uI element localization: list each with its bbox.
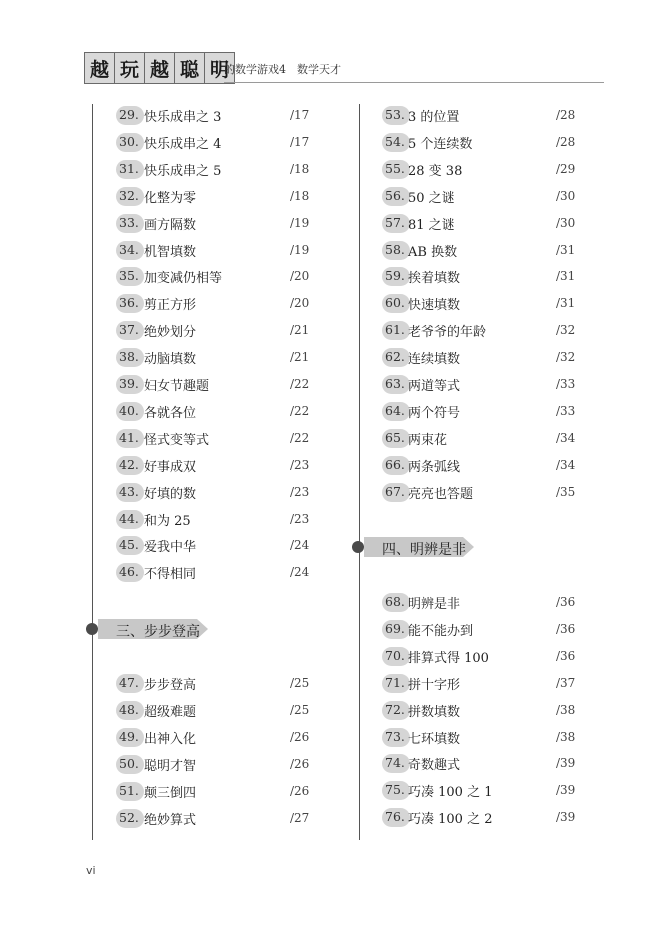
toc-entry[interactable] bbox=[382, 104, 586, 126]
entry-title: 拼十字形 bbox=[408, 677, 461, 693]
entry-number: 48. bbox=[119, 701, 139, 717]
entry-page: /22 bbox=[290, 430, 310, 445]
entry-number: 40. bbox=[119, 402, 139, 418]
entry-title: 50 之谜 bbox=[408, 190, 455, 206]
entry-title: 28 变 38 bbox=[408, 163, 463, 179]
entry-number: 60. bbox=[385, 295, 405, 311]
toc-entry[interactable] bbox=[382, 726, 586, 748]
toc-entry[interactable] bbox=[382, 265, 586, 287]
toc-entry[interactable] bbox=[116, 807, 320, 829]
section-title: 四、明辨是非 bbox=[382, 542, 466, 558]
entry-page: /39 bbox=[556, 810, 576, 825]
entry-title: 明辨是非 bbox=[408, 597, 461, 612]
entry-title: 巧凑 100 之 2 bbox=[408, 812, 493, 828]
entry-number: 50. bbox=[119, 755, 139, 771]
toc-entry[interactable] bbox=[116, 561, 320, 583]
entry-title: 超级难题 bbox=[144, 704, 197, 720]
entry-number: 58. bbox=[385, 241, 405, 257]
entry-page: /32 bbox=[556, 350, 576, 365]
entry-page: /21 bbox=[290, 350, 310, 365]
entry-number: 62. bbox=[385, 349, 405, 365]
entry-number: 67. bbox=[385, 483, 405, 499]
entry-number: 35. bbox=[119, 268, 139, 284]
entry-page: /39 bbox=[556, 783, 576, 798]
entry-page: /25 bbox=[290, 702, 310, 717]
entry-title: 3 的位置 bbox=[408, 110, 460, 125]
entry-title: 颠三倒四 bbox=[144, 785, 197, 801]
entry-title: 巧凑 100 之 1 bbox=[408, 785, 493, 801]
toc-entry[interactable] bbox=[116, 753, 320, 775]
entry-title: 两束花 bbox=[408, 432, 448, 448]
entry-title: 好填的数 bbox=[144, 486, 197, 502]
entry-page: /18 bbox=[290, 188, 310, 203]
toc-entry[interactable] bbox=[382, 672, 586, 694]
entry-page: /31 bbox=[556, 296, 576, 311]
entry-page: /30 bbox=[556, 215, 576, 230]
entry-title: 动脑填数 bbox=[144, 352, 197, 368]
toc-entry[interactable] bbox=[116, 346, 320, 368]
entry-title: 爱我中华 bbox=[144, 540, 197, 556]
entry-page: /19 bbox=[290, 242, 310, 257]
entry-number: 46. bbox=[119, 564, 139, 580]
entry-page: /39 bbox=[556, 756, 576, 771]
toc-entry[interactable] bbox=[382, 212, 586, 234]
entry-page: /23 bbox=[290, 484, 310, 499]
entry-page: /37 bbox=[556, 675, 576, 690]
entry-number: 71. bbox=[385, 674, 405, 690]
entry-page: /25 bbox=[290, 676, 310, 690]
section-title: 三、步步登高 bbox=[116, 624, 200, 640]
toc-entry[interactable] bbox=[382, 645, 586, 667]
toc-entry[interactable] bbox=[116, 319, 320, 341]
entry-number: 42. bbox=[119, 456, 139, 472]
toc-entry[interactable] bbox=[116, 481, 320, 503]
toc-entry[interactable] bbox=[116, 239, 320, 261]
entry-page: /30 bbox=[556, 188, 576, 203]
entry-title: 怪式变等式 bbox=[144, 432, 210, 448]
entry-number: 32. bbox=[119, 187, 139, 203]
entry-title: 七环填数 bbox=[408, 731, 461, 747]
entry-number: 38. bbox=[119, 349, 139, 365]
entry-title: 快乐成串之 3 bbox=[144, 110, 222, 125]
page-number: vi bbox=[86, 864, 96, 877]
entry-page: /35 bbox=[556, 484, 576, 499]
entry-number: 29. bbox=[119, 107, 139, 122]
toc-entry[interactable] bbox=[382, 346, 586, 368]
entry-title: 能不能办到 bbox=[408, 623, 474, 639]
entry-number: 75. bbox=[385, 782, 405, 798]
toc-entry[interactable] bbox=[116, 534, 320, 556]
toc-entry[interactable] bbox=[116, 212, 320, 234]
entry-number: 51. bbox=[119, 782, 139, 798]
entry-page: /21 bbox=[290, 323, 310, 338]
entry-number: 53. bbox=[385, 107, 405, 122]
entry-page: /24 bbox=[290, 565, 310, 580]
toc-entry[interactable] bbox=[116, 265, 320, 287]
entry-page: /38 bbox=[556, 702, 576, 717]
entry-page: /18 bbox=[290, 161, 310, 176]
entry-page: /20 bbox=[290, 269, 310, 284]
entry-page: /23 bbox=[290, 511, 310, 526]
toc-entry[interactable] bbox=[382, 779, 586, 801]
entry-title: 81 之谜 bbox=[408, 217, 455, 233]
entry-title: 亮亮也答题 bbox=[408, 486, 474, 502]
entry-page: /17 bbox=[290, 134, 310, 149]
toc-entry[interactable] bbox=[382, 481, 586, 503]
toc-entry[interactable] bbox=[116, 726, 320, 748]
entry-number: 30. bbox=[119, 133, 139, 149]
toc-entry[interactable] bbox=[382, 292, 586, 314]
entry-page: /26 bbox=[290, 756, 310, 771]
toc-entry[interactable] bbox=[116, 373, 320, 395]
entry-title: 聪明才智 bbox=[144, 758, 197, 774]
entry-number: 63. bbox=[385, 376, 405, 391]
book-title-char: 玩 bbox=[114, 52, 145, 84]
entry-number: 76. bbox=[385, 809, 405, 825]
entry-number: 70. bbox=[385, 647, 405, 663]
entry-page: /27 bbox=[290, 810, 310, 825]
entry-title: 连续填数 bbox=[408, 352, 461, 368]
toc-entry[interactable] bbox=[382, 158, 586, 180]
entry-title: 两条弧线 bbox=[408, 459, 461, 475]
toc-entry[interactable] bbox=[116, 780, 320, 802]
toc-entry[interactable] bbox=[382, 591, 586, 613]
entry-number: 39. bbox=[119, 376, 139, 391]
left-column-rule bbox=[92, 104, 93, 840]
toc-entry[interactable] bbox=[116, 672, 320, 694]
entry-title: 绝妙划分 bbox=[144, 325, 197, 341]
book-title-char: 越 bbox=[84, 52, 115, 84]
entry-number: 44. bbox=[119, 510, 139, 526]
entry-title: 两道等式 bbox=[408, 379, 461, 394]
toc-entry[interactable] bbox=[116, 699, 320, 721]
entry-title: 妇女节趣题 bbox=[144, 379, 210, 394]
entry-number: 57. bbox=[385, 214, 405, 230]
toc-entry[interactable] bbox=[116, 427, 320, 449]
entry-number: 61. bbox=[385, 322, 405, 338]
toc-entry[interactable] bbox=[382, 752, 586, 774]
entry-number: 73. bbox=[385, 728, 405, 744]
toc-entry[interactable] bbox=[382, 131, 586, 153]
toc-entry[interactable] bbox=[382, 699, 586, 721]
entry-page: /36 bbox=[556, 621, 576, 636]
entry-page: /28 bbox=[556, 108, 576, 122]
entry-title: 快乐成串之 4 bbox=[144, 136, 222, 152]
entry-number: 68. bbox=[385, 594, 405, 609]
entry-number: 54. bbox=[385, 133, 405, 149]
book-subtitle: 的数学游戏4 数学天才 bbox=[224, 63, 341, 76]
entry-title: 出神入化 bbox=[144, 731, 197, 747]
entry-page: /31 bbox=[556, 269, 576, 284]
entry-number: 34. bbox=[119, 241, 139, 257]
entry-title: 快乐成串之 5 bbox=[144, 163, 222, 179]
entry-title: 机智填数 bbox=[144, 244, 197, 260]
toc-entry[interactable] bbox=[382, 319, 586, 341]
toc-entry[interactable] bbox=[116, 158, 320, 180]
entry-title: 快速填数 bbox=[408, 298, 461, 314]
entry-title: 两个符号 bbox=[408, 405, 461, 421]
toc-entry[interactable] bbox=[382, 454, 586, 476]
entry-title: 挨着填数 bbox=[408, 271, 461, 287]
entry-title: 各就各位 bbox=[144, 405, 197, 421]
entry-title: 画方隔数 bbox=[144, 217, 197, 233]
entry-number: 31. bbox=[119, 160, 139, 176]
entry-title: 不得相同 bbox=[144, 567, 197, 583]
toc-entry[interactable] bbox=[116, 400, 320, 422]
entry-number: 36. bbox=[119, 295, 139, 311]
entry-page: /26 bbox=[290, 729, 310, 744]
toc-entry[interactable] bbox=[382, 239, 586, 261]
entry-page: /36 bbox=[556, 595, 576, 609]
entry-page: /28 bbox=[556, 134, 576, 149]
entry-number: 66. bbox=[385, 456, 405, 472]
entry-title: 绝妙算式 bbox=[144, 812, 197, 828]
entry-page: /23 bbox=[290, 457, 310, 472]
entry-title: 步步登高 bbox=[144, 678, 197, 693]
entry-page: /20 bbox=[290, 296, 310, 311]
book-title bbox=[84, 52, 234, 84]
entry-number: 33. bbox=[119, 214, 139, 230]
entry-title: 剪正方形 bbox=[144, 298, 197, 314]
entry-number: 49. bbox=[119, 728, 139, 744]
toc-entry[interactable] bbox=[116, 104, 320, 126]
book-title-char: 聪 bbox=[174, 52, 205, 84]
entry-number: 65. bbox=[385, 429, 405, 445]
entry-page: /33 bbox=[556, 377, 576, 391]
entry-number: 64. bbox=[385, 402, 405, 418]
entry-page: /31 bbox=[556, 242, 576, 257]
entry-title: 和为 25 bbox=[144, 513, 191, 529]
toc-entry[interactable] bbox=[382, 806, 586, 828]
entry-number: 69. bbox=[385, 620, 405, 636]
section-bullet-icon bbox=[86, 623, 98, 635]
entry-number: 37. bbox=[119, 322, 139, 338]
toc-entry[interactable] bbox=[116, 131, 320, 153]
entry-number: 56. bbox=[385, 187, 405, 203]
entry-number: 52. bbox=[119, 809, 139, 825]
section-bullet-icon bbox=[352, 541, 364, 553]
entry-title: 老爷爷的年龄 bbox=[408, 325, 487, 341]
entry-title: 奇数趣式 bbox=[408, 758, 461, 774]
entry-title: AB 换数 bbox=[408, 244, 458, 260]
toc-entry[interactable] bbox=[382, 427, 586, 449]
entry-number: 43. bbox=[119, 483, 139, 499]
entry-number: 47. bbox=[119, 675, 139, 690]
toc-entry[interactable] bbox=[116, 185, 320, 207]
entry-page: /33 bbox=[556, 403, 576, 418]
entry-number: 74. bbox=[385, 755, 405, 771]
header-rule bbox=[224, 82, 604, 83]
entry-page: /22 bbox=[290, 403, 310, 418]
book-title-char: 越 bbox=[144, 52, 175, 84]
entry-title: 好事成双 bbox=[144, 459, 197, 475]
right-column-rule bbox=[359, 104, 360, 840]
entry-title: 排算式得 100 bbox=[408, 650, 489, 666]
entry-page: /29 bbox=[556, 161, 576, 176]
entry-page: /38 bbox=[556, 729, 576, 744]
page-header bbox=[84, 52, 604, 86]
entry-title: 加变减仍相等 bbox=[144, 271, 223, 287]
toc-entry[interactable] bbox=[116, 292, 320, 314]
entry-number: 45. bbox=[119, 537, 139, 553]
book-title-char: 明 bbox=[204, 52, 235, 84]
entry-number: 59. bbox=[385, 268, 405, 284]
entry-page: /22 bbox=[290, 377, 310, 391]
entry-page: /36 bbox=[556, 648, 576, 663]
entry-page: /34 bbox=[556, 430, 576, 445]
entry-number: 72. bbox=[385, 701, 405, 717]
toc-entry[interactable] bbox=[116, 508, 320, 530]
toc-entry[interactable] bbox=[116, 454, 320, 476]
toc-entry[interactable] bbox=[382, 185, 586, 207]
toc-entry[interactable] bbox=[382, 618, 586, 640]
toc-entry[interactable] bbox=[382, 373, 586, 395]
toc-entry[interactable] bbox=[382, 400, 586, 422]
entry-title: 拼数填数 bbox=[408, 704, 461, 720]
entry-page: /26 bbox=[290, 783, 310, 798]
entry-title: 化整为零 bbox=[144, 190, 197, 206]
entry-number: 55. bbox=[385, 160, 405, 176]
entry-page: /17 bbox=[290, 108, 310, 122]
entry-page: /34 bbox=[556, 457, 576, 472]
entry-title: 5 个连续数 bbox=[408, 136, 473, 152]
entry-page: /19 bbox=[290, 215, 310, 230]
entry-number: 41. bbox=[119, 429, 139, 445]
entry-page: /24 bbox=[290, 538, 310, 553]
entry-page: /32 bbox=[556, 323, 576, 338]
